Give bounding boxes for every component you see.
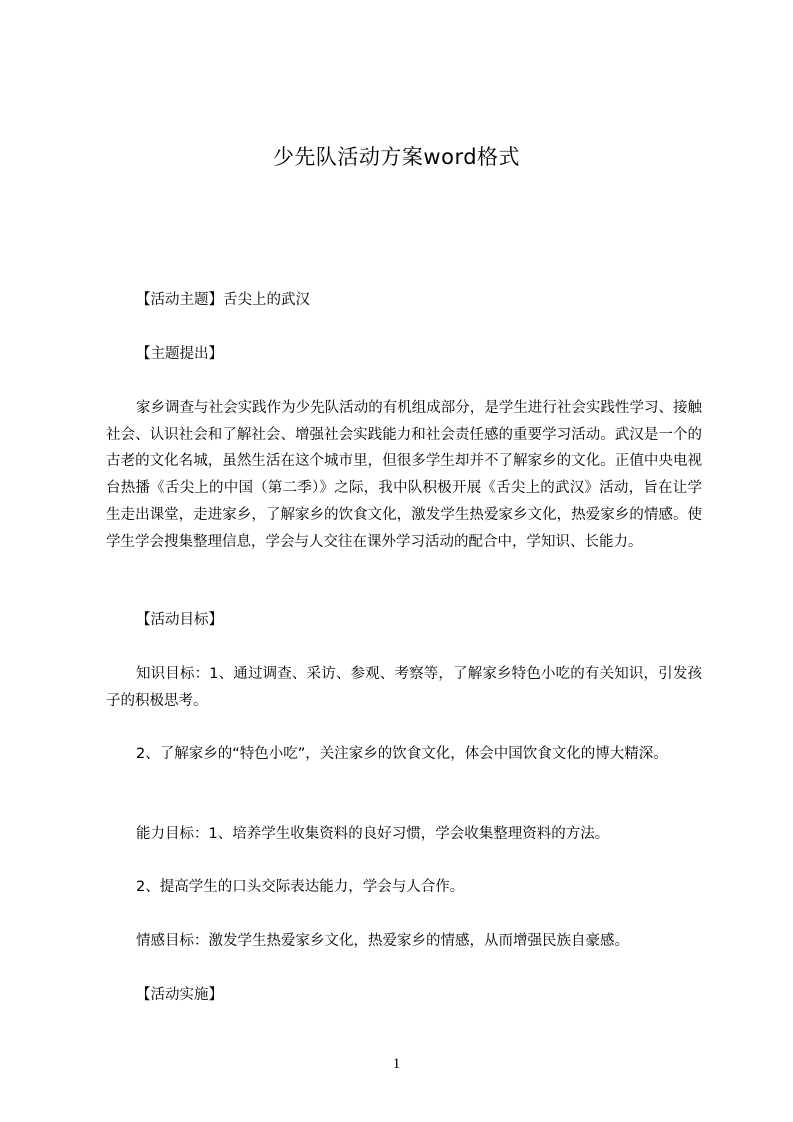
paragraph-ability-goal-1: 能力目标：1、培养学生收集资料的良好习惯，学会收集整理资料的方法。 <box>136 826 610 842</box>
paragraph-activity-implementation-heading: 【活动实施】 <box>136 987 223 1003</box>
document-title: 少先队活动方案word格式 <box>272 145 521 169</box>
paragraph-theme-proposal-heading: 【主题提出】 <box>136 346 223 362</box>
paragraph-ability-goal-2: 2、提高学生的口头交际表达能力，学会与人合作。 <box>136 879 465 895</box>
paragraph-knowledge-goal-2: 2、了解家乡的“特色小吃”，关注家乡的饮食文化，体会中国饮食文化的博大精深。 <box>136 746 668 762</box>
page-number: 1 <box>392 1056 401 1072</box>
paragraph-activity-theme: 【活动主题】舌尖上的武汉 <box>136 292 310 308</box>
paragraph-knowledge-goal-1: 知识目标：1、通过调查、采访、参观、考察等，了解家乡特色小吃的有关知识，引发孩子的积极思考。 <box>106 666 702 709</box>
paragraph-activity-goals-heading: 【活动目标】 <box>136 612 223 628</box>
paragraph-emotion-goal: 情感目标：激发学生热爱家乡文化，热爱家乡的情感，从而增强民族自豪感。 <box>136 933 629 949</box>
paragraph-theme-proposal-body: 家乡调查与社会实践作为少先队活动的有机组成部分，是学生进行社会实践性学习、接触社会、认识社会和了解社会、增强社会实践能力和社会责任感的重要学习活动。武汉是一个的古老的文化名城，虽然生活在这个城市里，但很多学生却并不了解家乡的文化。正值中央电视台热播《舌尖上的中国（第二季）》之际，我中队积极开展《舌尖上的武汉》活动，旨在让学生走出课堂，走进家乡，了解家乡的饮食文化，激发学生热爱家乡文化，热爱家乡的情感。使学生学会搜集整理信息，学会与人交往在课外学习活动的配合中，学知识、长能力。 <box>106 400 702 550</box>
